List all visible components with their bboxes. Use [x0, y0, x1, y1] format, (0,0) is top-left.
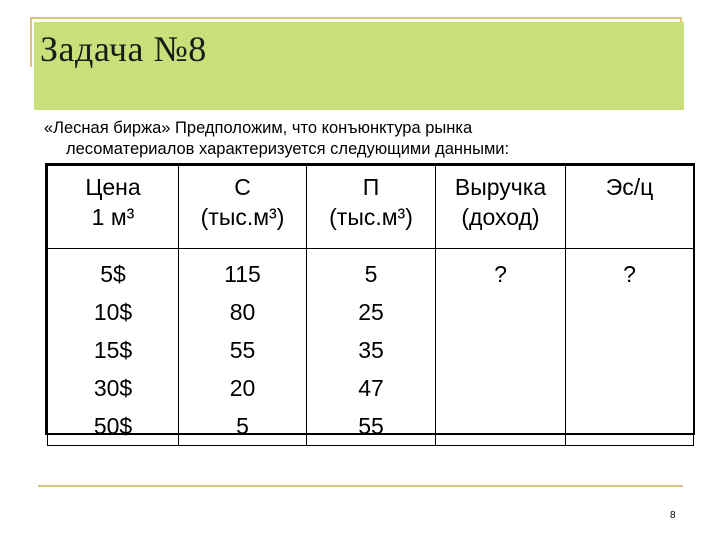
left-decor-line — [30, 17, 32, 67]
table-header-row — [48, 166, 694, 249]
table-row — [48, 249, 694, 446]
header-elasticity: Эс/ц — [566, 166, 694, 249]
description-line-1: «Лесная биржа» Предположим, что конъюнктура рынка — [44, 119, 473, 137]
top-decor-line — [30, 17, 680, 19]
price-column: 5$ 10$ 15$ 30$ 50$ — [48, 249, 179, 446]
description-line-2: лесоматериалов характеризуется следующими данными: — [66, 140, 510, 158]
supply-column: 5 25 35 47 55 — [307, 249, 436, 446]
slide-title: Задача №8 — [40, 29, 207, 69]
demand-column: 115 80 55 20 5 — [179, 249, 307, 446]
header-demand: С (тыс.м³) — [179, 166, 307, 249]
header-price: Цена 1 м³ — [48, 166, 179, 249]
revenue-column: ? — [436, 249, 566, 446]
page-number: 8 — [670, 510, 676, 521]
task-description — [44, 118, 684, 160]
market-data-table — [45, 163, 695, 439]
elasticity-column: ? — [566, 249, 694, 446]
bottom-decor-line — [38, 485, 683, 487]
header-revenue: Выручка (доход) — [436, 166, 566, 249]
header-supply: П (тыс.м³) — [307, 166, 436, 249]
